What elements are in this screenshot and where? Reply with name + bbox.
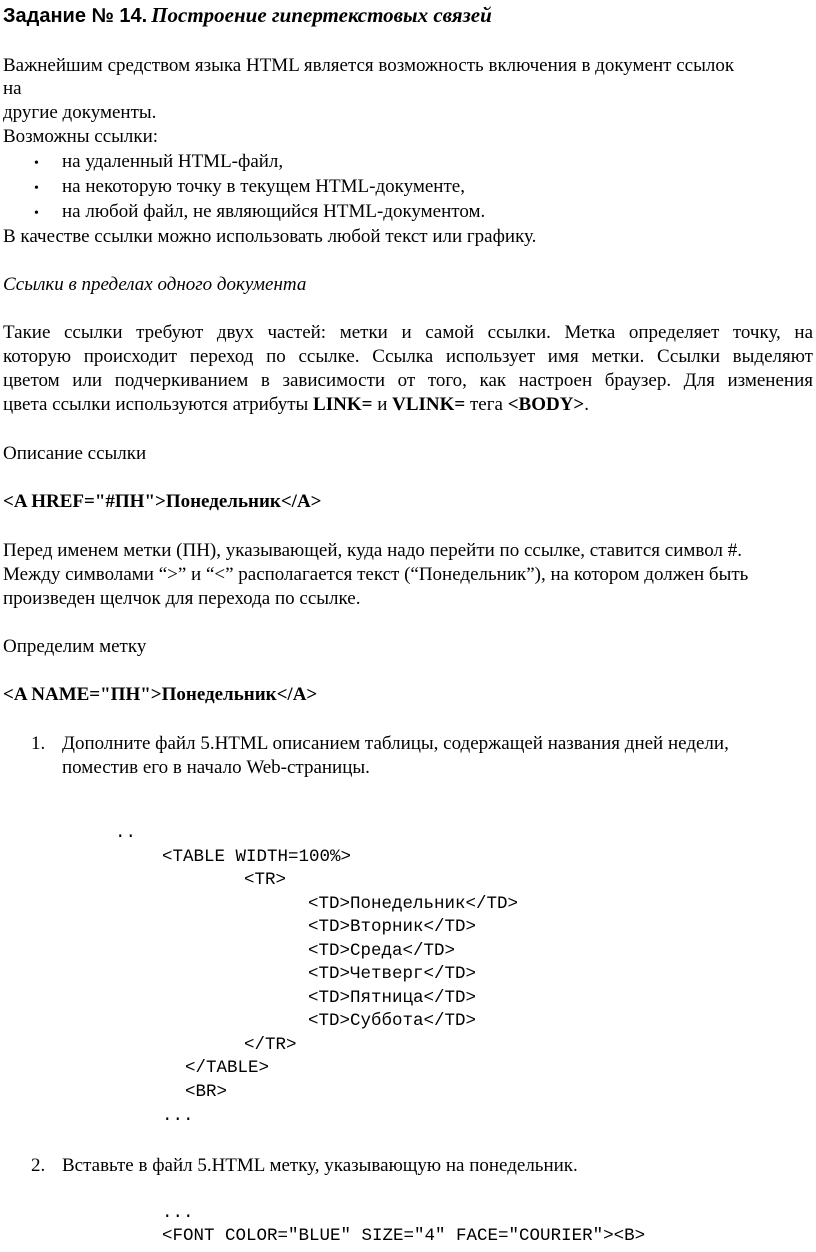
- list-item: на удаленный HTML-файл,: [62, 151, 284, 172]
- code-line: <TD>Пятница</TD>: [308, 988, 477, 1008]
- bullet-icon: •: [34, 181, 39, 196]
- task-2-number: 2.: [31, 1155, 46, 1176]
- define-anchor-label: Определим метку: [3, 636, 147, 657]
- possible-links-label: Возможны ссылки:: [3, 126, 159, 147]
- code-line: <TD>Четверг</TD>: [308, 964, 477, 984]
- task-1-line-1: Дополните файл 5.HTML описанием таблицы, содержащей названия дней недели,: [62, 733, 729, 754]
- body-tag: <BODY>: [507, 394, 585, 415]
- list-item: на некоторую точку в текущем HTML-документе,: [62, 176, 465, 197]
- intro-line-2: на: [3, 78, 22, 99]
- bullet-icon: •: [34, 156, 39, 171]
- code-line: ...: [162, 1106, 194, 1126]
- task-title-prefix: Задание № 14.: [3, 5, 148, 27]
- code-line: <TD>Среда</TD>: [308, 941, 456, 961]
- link-description-label: Описание ссылки: [3, 443, 147, 464]
- code-line: <TD>Вторник</TD>: [308, 917, 477, 937]
- link-attr: LINK=: [313, 394, 373, 415]
- anchor-code-example: <A NAME="ПН">Понедельник</A>: [3, 684, 318, 705]
- section-heading: Ссылки в пределах одного документа: [3, 274, 307, 295]
- para2-line-3: произведен щелчок для перехода по ссылке.: [3, 588, 361, 609]
- para2-line-2: Между символами “>” и “<” располагается текст (“Понедельник”), на котором должен быть: [3, 564, 749, 585]
- code-line: <TABLE WIDTH=100%>: [162, 847, 352, 867]
- code-line: ...: [162, 1203, 194, 1223]
- task-1-number: 1.: [31, 733, 46, 754]
- code-line: </TABLE>: [185, 1058, 270, 1078]
- code-line: <TD>Суббота</TD>: [308, 1011, 477, 1031]
- task-1-line-2: поместив его в начало Web-страницы.: [62, 757, 370, 778]
- para1-line-4: цвета ссылки используются атрибуты LINK= и VLINK= тега <BODY>.: [3, 394, 590, 415]
- task-title-topic: Построение гипертекстовых связей: [151, 3, 492, 27]
- code-line: <FONT COLOR="BLUE" SIZE="4" FACE="COURIER"><B>: [162, 1226, 646, 1246]
- para1-line-1: Такие ссылки требуют двух частей: метки и самой ссылки. Метка определяет точку, на: [3, 322, 813, 343]
- vlink-attr: VLINK=: [392, 394, 466, 415]
- para2-line-1: Перед именем метки (ПН), указывающей, куда надо перейти по ссылке, ставится символ #.: [3, 540, 742, 561]
- para1-line-2: которую происходит переход по ссылке. Ссылка использует имя метки. Ссылки выделяют: [3, 346, 813, 367]
- bullet-icon: •: [34, 206, 39, 221]
- code-line: <TD>Понедельник</TD>: [308, 894, 519, 914]
- intro-line-3: другие документы.: [3, 102, 157, 123]
- code-line: <TR>: [244, 870, 287, 890]
- list-item: на любой файл, не являющийся HTML-документом.: [62, 201, 486, 222]
- para1-line-3: цветом или подчеркиванием в зависимости от того, как настроен браузер. Для изменения: [3, 370, 813, 391]
- intro-line-1: Важнейшим средством языка HTML является возможность включения в документ ссылок: [3, 55, 735, 76]
- any-text-note: В качестве ссылки можно использовать любой текст или графику.: [3, 226, 537, 247]
- task-title: [3, 3, 492, 28]
- code-line: </TR>: [244, 1035, 297, 1055]
- code-line: <BR>: [185, 1082, 228, 1102]
- task-2-line-1: Вставьте в файл 5.HTML метку, указывающую на понедельник.: [62, 1155, 578, 1176]
- code-line: ..: [115, 823, 137, 843]
- link-code-example: <A HREF="#ПН">Понедельник</A>: [3, 491, 322, 512]
